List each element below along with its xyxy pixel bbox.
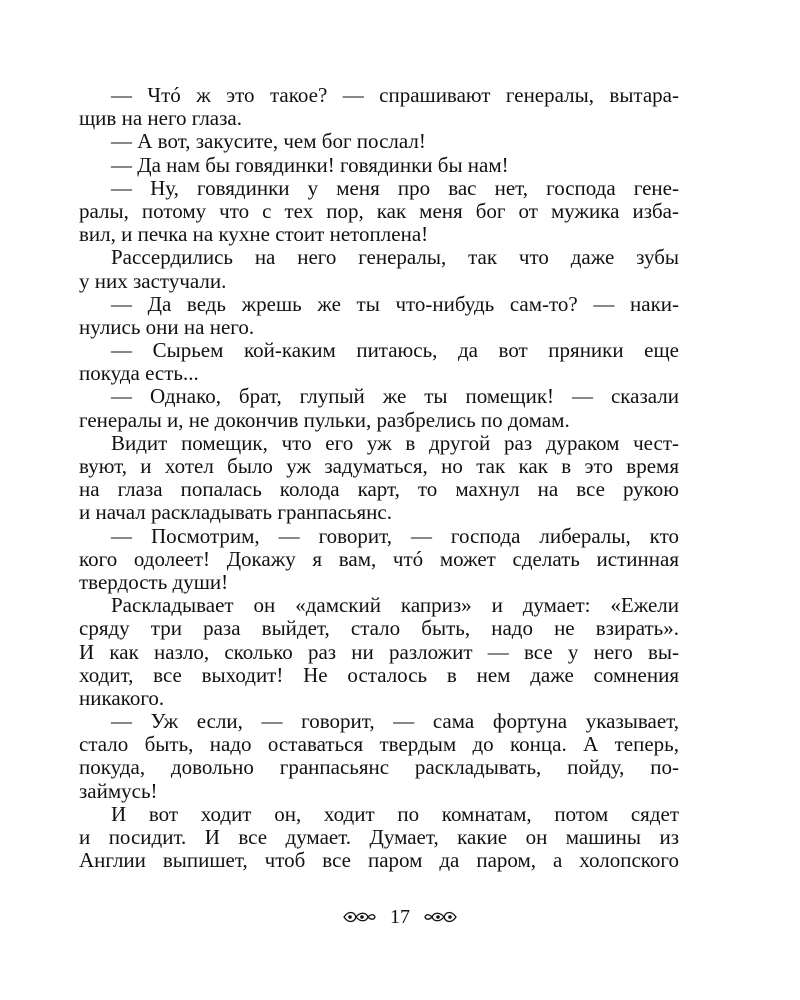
text-line: никакого. — [79, 686, 165, 710]
text-line: — Посмотрим, — говорит, — господа либералы, кто — [111, 524, 679, 548]
right-ornament-icon — [424, 908, 458, 926]
text-line: генералы и, не докончив пульки, разбрелись по домам. — [79, 408, 570, 432]
text-line: покуда, довольно гранпасьянс раскладывать, пойду, по- — [79, 756, 679, 780]
left-ornament-icon — [342, 908, 376, 926]
text-line: покуда есть... — [79, 362, 199, 386]
text-line: — Да ведь жрешь же ты что-нибудь сам-то? — наки- — [111, 292, 679, 316]
text-line: — Уж если, — говорит, — сама фортуна указывает, — [111, 710, 679, 734]
text-line: вуют, и хотел было уж задуматься, но так как в это время — [79, 455, 679, 478]
text-line: ралы, потому что с тех пор, как меня бог от мужика изба- — [79, 199, 679, 223]
body-text — [79, 84, 679, 872]
text-line: твердость души! — [79, 570, 229, 594]
text-line: сряду три раза выйдет, стало быть, надо не взирать». — [79, 617, 679, 641]
text-line: — Ну, говядинки у меня про вас нет, господа гене- — [111, 176, 679, 200]
text-line: займусь! — [79, 779, 158, 803]
text-line: и посидит. И все думает. Думает, какие он машины из — [79, 826, 679, 849]
text-line: Англии выпишет, чтоб все паром да паром, а холопского — [79, 849, 679, 873]
text-line: И как назло, сколько раз ни разложит — все у него вы- — [79, 640, 679, 664]
text-line: стало быть, надо оставаться твердым до конца. А теперь, — [79, 733, 679, 757]
text-line: ходит, все выходит! Не осталось в нем даже сомнения — [79, 663, 679, 687]
text-line: Видит помещик, что его уж в другой раз дураком чест- — [111, 431, 679, 455]
text-line: — Да нам бы говядинки! говядинки бы нам! — [111, 153, 509, 177]
page-footer — [0, 902, 800, 932]
text-line: щив на него глаза. — [79, 107, 242, 131]
text-line: и начал раскладывать гранпасьянс. — [79, 501, 392, 525]
text-line: — Чтó ж это такое? — спрашивают генералы, вытара- — [111, 84, 679, 107]
text-line: вил, и печка на кухне стоит нетоплена! — [79, 223, 429, 247]
text-line: кого одолеет! Докажу я вам, чтó может сделать истинная — [79, 547, 679, 571]
text-line: — А вот, закусите, чем бог послал! — [111, 130, 426, 154]
text-line: Рассердились на него генералы, так что даже зубы — [111, 246, 679, 270]
text-line: Раскладывает он «дамский каприз» и думает: «Ежели — [111, 594, 679, 618]
text-line: на глаза попалась колода карт, то махнул на все рукою — [79, 478, 679, 502]
page-number: 17 — [390, 906, 410, 928]
text-line: — Однако, брат, глупый же ты помещик! — сказали — [111, 385, 679, 409]
text-line: — Сырьем кой-каким питаюсь, да вот пряники еще — [111, 339, 679, 363]
text-line: у них застучали. — [79, 269, 227, 293]
text-line: нулись они на него. — [79, 315, 255, 339]
text-line: И вот ходит он, ходит по комнатам, потом сядет — [111, 802, 679, 826]
